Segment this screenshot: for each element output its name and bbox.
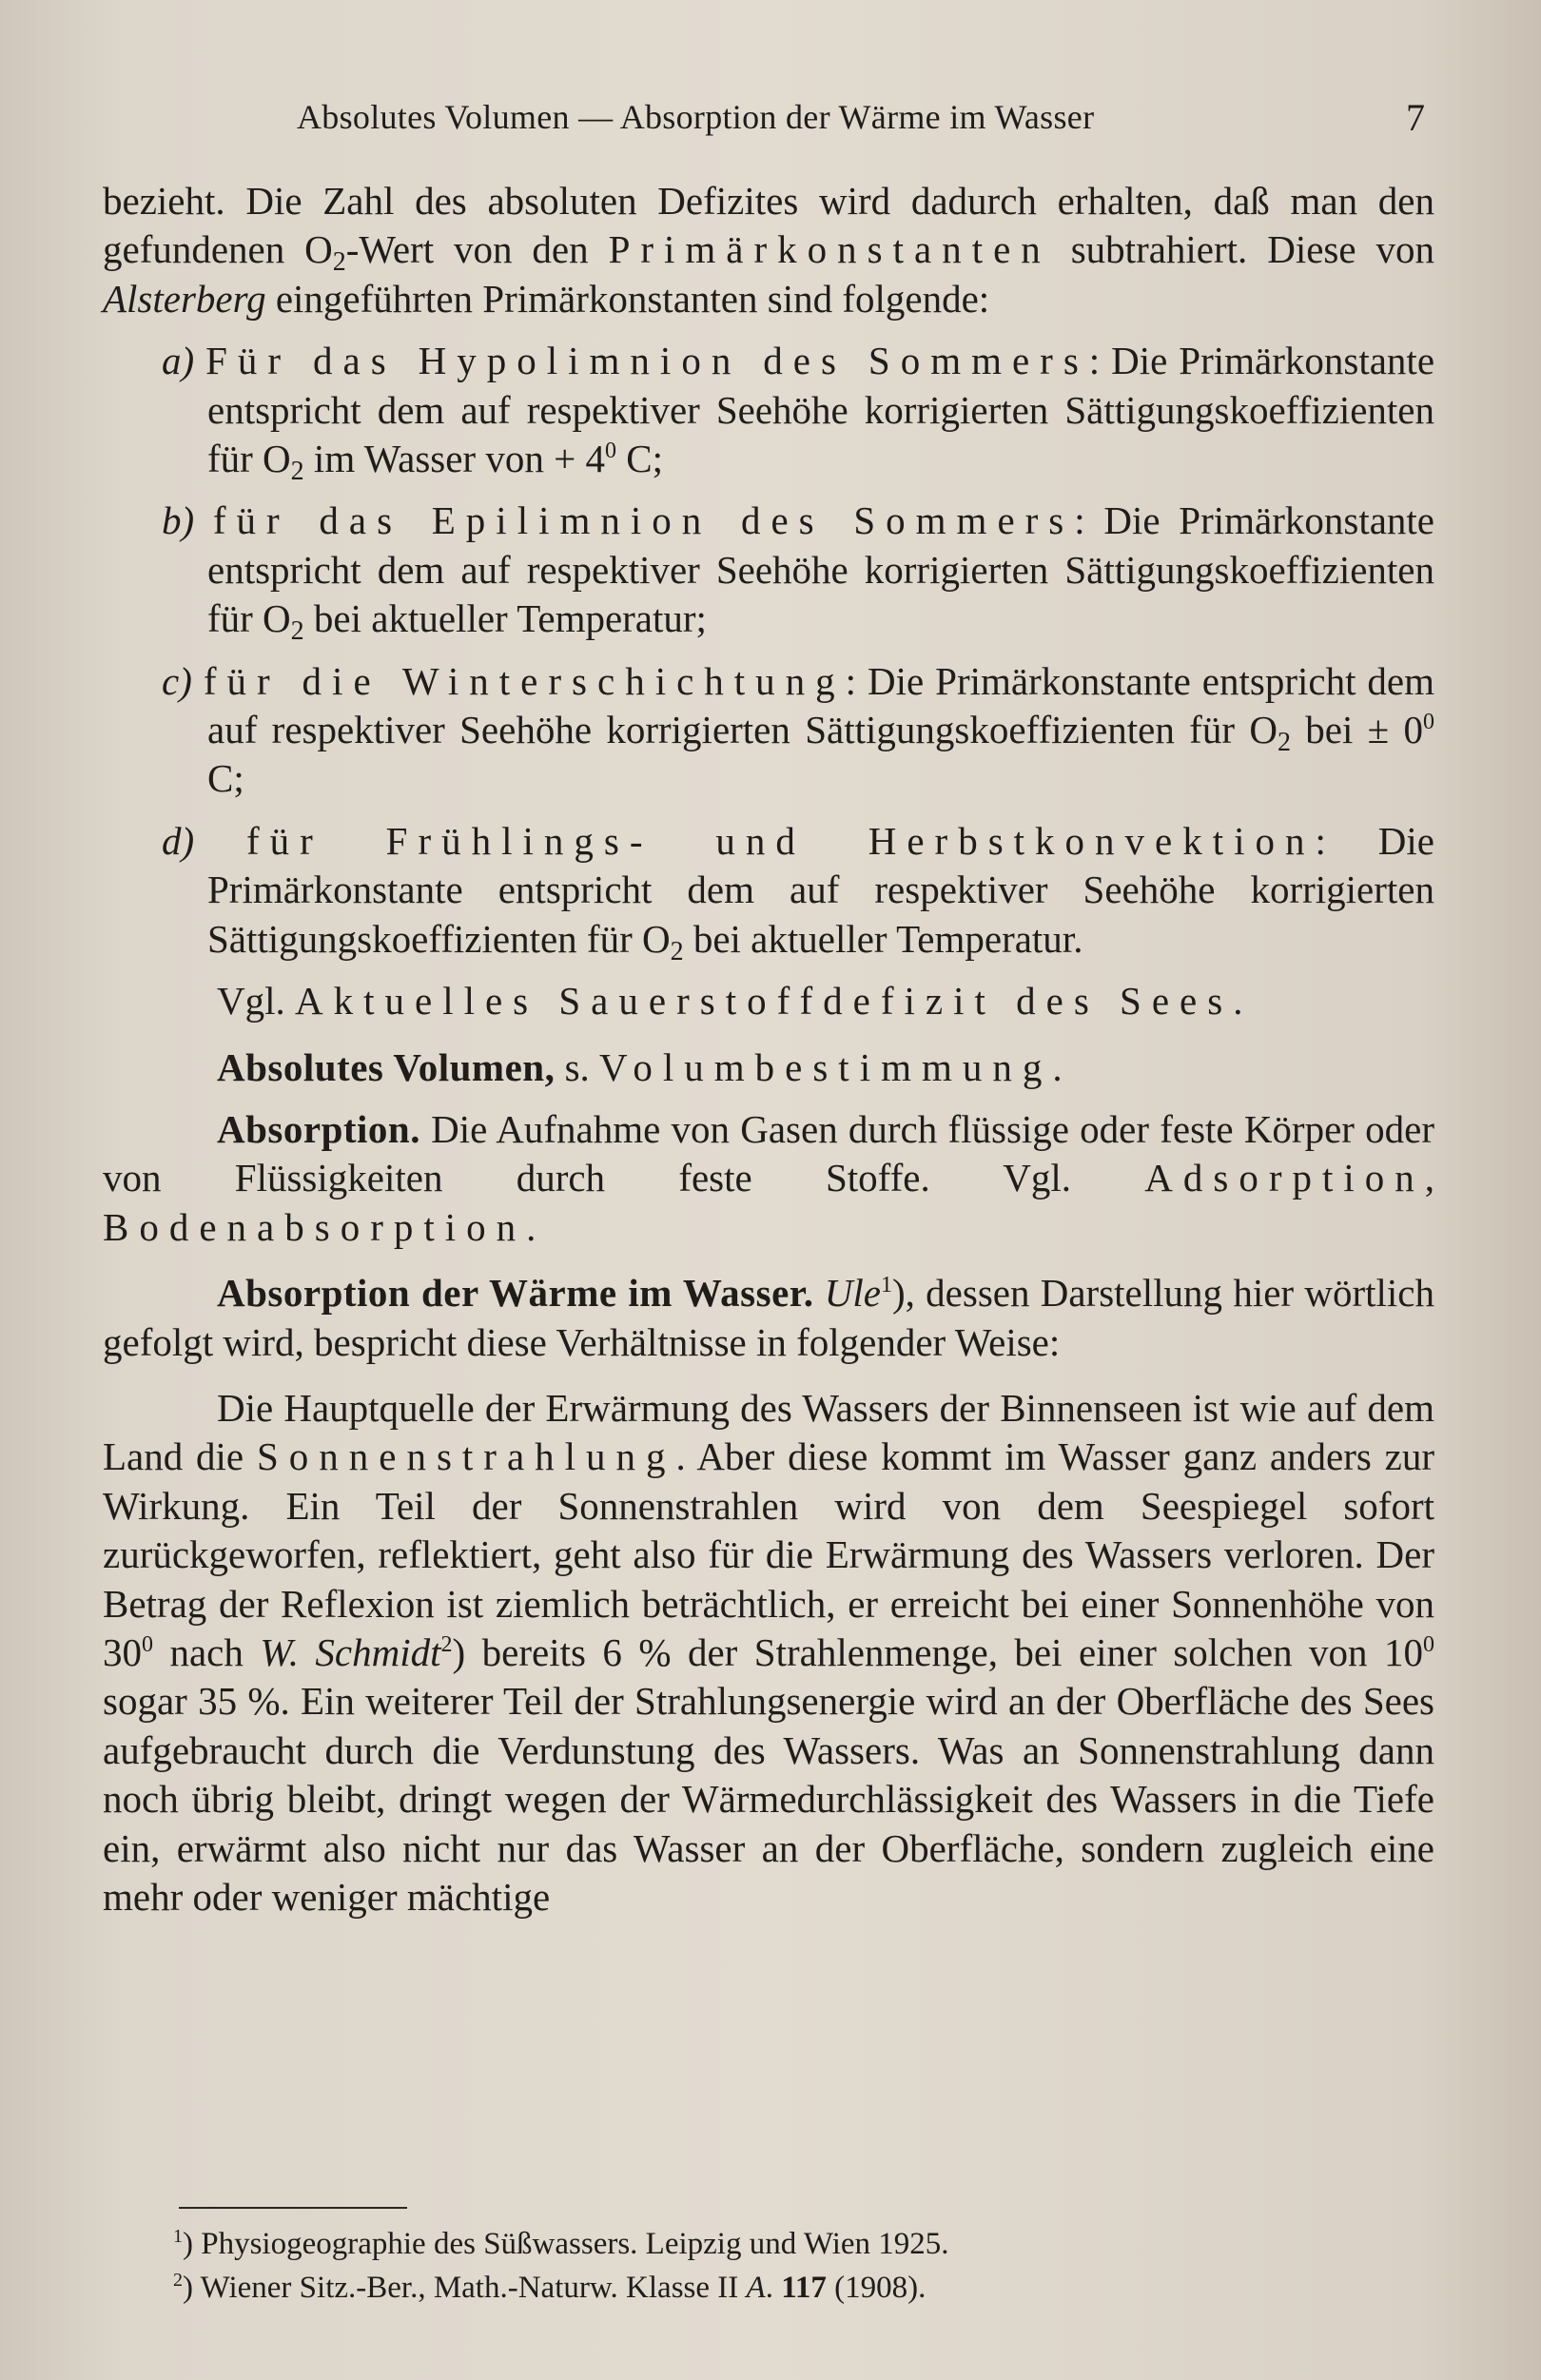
footnote-text: ) Wiener Sitz.-Ber., Math.-Naturw. Klasse II — [183, 2271, 747, 2305]
text-run — [813, 1271, 824, 1315]
footnote-1 — [103, 2222, 1434, 2266]
author-name: W. Schmidt — [260, 1629, 441, 1674]
footnote-mark: 2 — [440, 1631, 453, 1657]
text-run: nach — [153, 1629, 261, 1674]
footnote-mark: 1 — [880, 1273, 892, 1298]
text-run: , — [1424, 1156, 1434, 1200]
text-run: . — [526, 1204, 536, 1249]
body-text — [103, 177, 1434, 1922]
subscript: 2 — [1277, 728, 1291, 758]
entry-absorption-waerme — [103, 1269, 1434, 1367]
spaced-term: für Frühlings- und Herbstkonvektion — [246, 818, 1316, 863]
footnote-text: (1908). — [826, 2271, 927, 2305]
volume-number: 117 — [781, 2271, 827, 2305]
superscript: 0 — [1423, 1631, 1435, 1657]
author-name: Ule — [824, 1271, 881, 1316]
text-run: -Wert von den — [345, 227, 609, 272]
spaced-term: Adsorption — [1144, 1156, 1425, 1200]
paragraph-defizit — [103, 177, 1434, 323]
running-title: Absolutes Volumen — Absorption der Wärme im Wasser — [297, 98, 1095, 136]
text-run: im Wasser von + 4 — [303, 437, 605, 481]
subscript: 2 — [332, 247, 346, 278]
subscript: 2 — [670, 936, 684, 966]
spaced-term: Primärkonstanten — [608, 227, 1051, 272]
text-run: s. — [555, 1044, 600, 1089]
list-item-d — [103, 817, 1434, 964]
text-run: C; — [207, 756, 244, 801]
superscript: 0 — [604, 439, 616, 464]
text-run: : Die Primärkonstante entspricht dem auf respektiver Seehöhe korrigierten Sättigungskoeffizienten für O — [207, 658, 1435, 752]
item-label: c) — [162, 658, 192, 703]
spaced-term: für die Winterschichtung — [203, 658, 846, 703]
subscript: 2 — [290, 457, 304, 487]
footnote-text: . — [765, 2271, 782, 2305]
spaced-term: Sonnenstrahlung — [256, 1434, 676, 1479]
text-run: bei ± 0 — [1290, 708, 1423, 752]
text-run: : Die Primärkonstante entspricht dem auf respektiver Seehöhe korrigierten Sättigungskoeffizienten für O — [207, 339, 1435, 481]
text-run: . Aber diese kommt im Wasser ganz anders zur Wirkung. Ein Teil der Sonnenstrahlen wird von dem Seespiegel sofort zurückgeworfen, reflektiert, geht also für die Erwärmung des Wassers verloren. Der Betrag der Reflexion ist ziemlich beträchtlich, er erreicht bei einer Sonnenhöhe von 30 — [103, 1434, 1434, 1674]
list-item-c — [103, 657, 1434, 804]
cross-reference — [103, 977, 1434, 1025]
item-label: b) — [162, 498, 195, 543]
text-run: ), dessen Darstellung hier wörtlich gefolgt wird, bespricht diese Verhältnisse in folgender Weise: — [103, 1271, 1434, 1364]
spaced-term: Volumbestimmung — [599, 1044, 1053, 1089]
entry-heading: Absorption. — [217, 1106, 420, 1151]
spaced-term: Bodenabsorption — [103, 1204, 527, 1249]
text-run: Vgl. — [217, 979, 295, 1024]
entry-absorption — [103, 1105, 1434, 1252]
text-run: ) bereits 6 % der Strahlenmenge, bei einer solchen von 10 — [452, 1629, 1424, 1674]
text-run: bei aktueller Temperatur. — [683, 916, 1083, 961]
spaced-term: Aktuelles Sauerstoffdefizit des Sees — [295, 979, 1234, 1024]
text-run: Die Hauptquelle der Erwärmung des Wassers der Binnenseen ist wie auf dem Land die — [103, 1385, 1434, 1479]
text-run: : Die Primärkonstante entspricht dem auf respektiver Seehöhe korrigierten Sättigungskoeffizienten für O — [207, 498, 1434, 641]
footnote-mark: 1 — [173, 2226, 183, 2247]
superscript: 0 — [142, 1631, 153, 1657]
text-run: . — [1052, 1044, 1063, 1089]
footnote-text: A — [746, 2271, 766, 2305]
footnotes — [103, 2205, 1434, 2310]
entry-heading: Absorption der Wärme im Wasser. — [217, 1271, 814, 1316]
text-run: bei aktueller Temperatur; — [303, 596, 707, 641]
spaced-term: für das Epilimnion des Sommers — [212, 498, 1075, 543]
page-number: 7 — [1406, 96, 1425, 139]
text-run: : Die Primärkonstante entspricht dem auf respektiver Seehöhe korrigierten Sättigungskoeffizienten für O — [207, 818, 1434, 961]
item-label: d) — [162, 818, 195, 863]
footnote-2 — [103, 2266, 1434, 2310]
superscript: 0 — [1423, 710, 1434, 735]
text-run: sogar 35 %. Ein weiterer Teil der Strahlungsenergie wird an der Oberfläche des Sees aufgebraucht durch die Verdunstung des Wassers. Was an Sonnenstrahlung dann noch übrig bleibt, dringt wegen der Wärmedurchlässigkeit des Wassers in die Tiefe ein, erwärmt also nicht nur das Wasser an der Oberfläche, sondern zugleich eine mehr oder weniger mächtige — [103, 1679, 1434, 1919]
text-run: subtrahiert. Diese von — [1050, 227, 1434, 272]
entry-absolutes-volumen — [103, 1044, 1434, 1092]
page-header — [0, 88, 1541, 145]
entry-heading: Absolutes Volumen, — [217, 1044, 556, 1089]
author-name: Alsterberg — [103, 276, 266, 321]
paragraph-hauptquelle — [103, 1384, 1434, 1922]
list-item-b — [103, 497, 1434, 647]
text-run: bezieht. Die Zahl des absoluten Defizites wird dadurch erhalten, daß man den gefundenen O — [103, 179, 1434, 272]
item-label: a) — [162, 339, 195, 383]
text-run: . — [1233, 979, 1243, 1024]
footnote-text: ) Physiogeographie des Süßwassers. Leipzig und Wien 1925. — [183, 2227, 949, 2261]
spaced-term: Für das Hypolimnion des Sommers — [205, 339, 1089, 383]
subscript: 2 — [290, 616, 304, 647]
text-run: Die Aufnahme von Gasen durch flüssige oder feste Körper oder von Flüssigkeiten durch feste Stoffe. Vgl. — [103, 1106, 1434, 1200]
text-run: C; — [615, 437, 663, 481]
list-item-a — [103, 337, 1435, 487]
text-run: eingeführten Primärkonstanten sind folgende: — [265, 276, 990, 321]
footnote-mark: 2 — [173, 2270, 183, 2291]
